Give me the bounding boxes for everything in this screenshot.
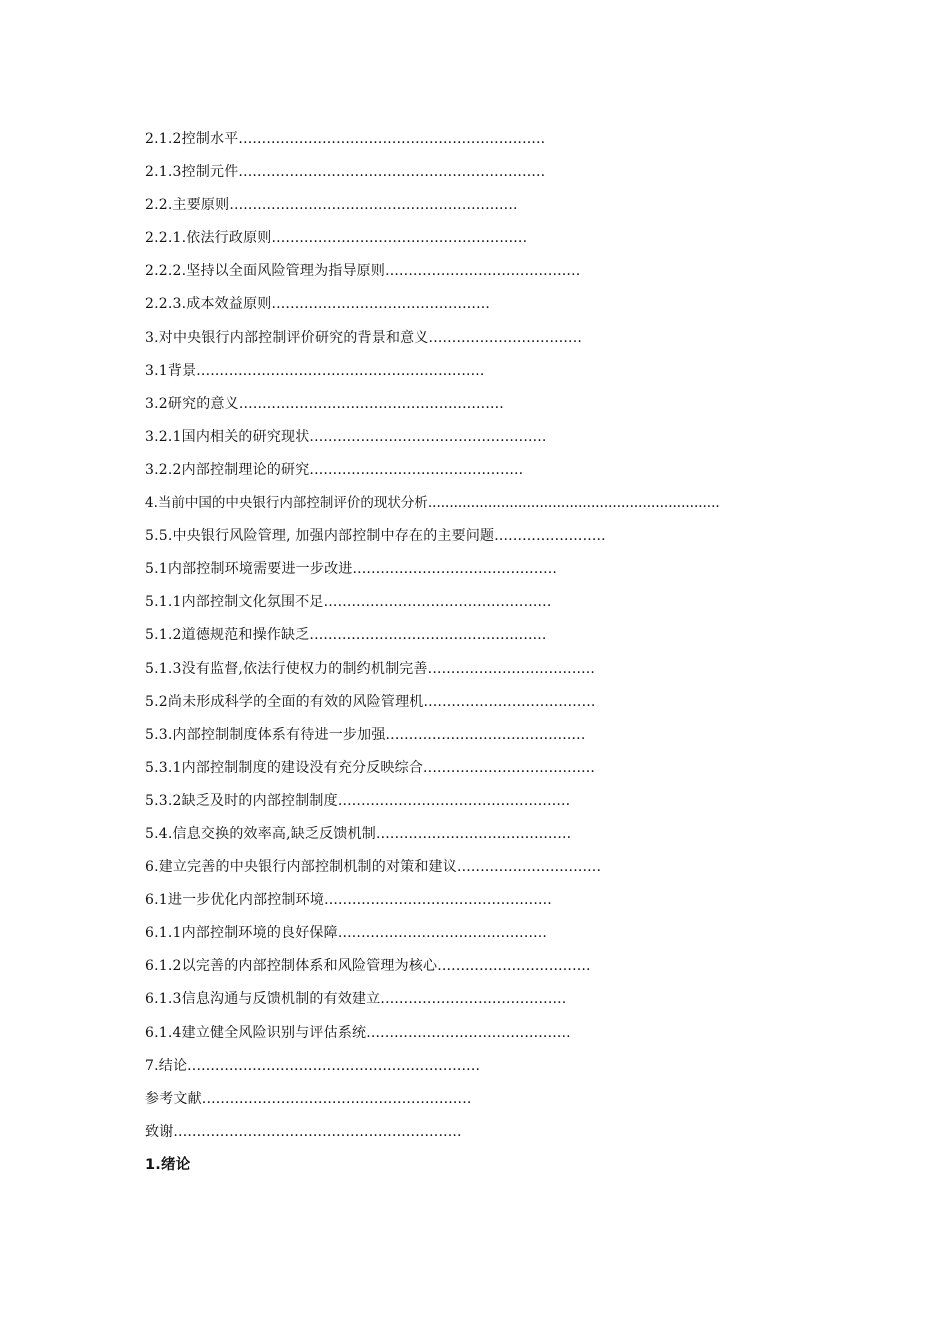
toc-entry: 7.结论............................................................... (145, 1057, 481, 1074)
toc-entry: 致谢.............................................................. (145, 1123, 462, 1140)
toc-entry: 5.1.2道德规范和操作缺乏................................................... (145, 627, 547, 644)
toc-entry: 5.5.中央银行风险管理, 加强内部控制中存在的主要问题........................ (145, 528, 606, 545)
toc-entry: 5.1内部控制环境需要进一步改进............................................ (145, 561, 558, 578)
toc-entry: 6.建立完善的中央银行内部控制机制的对策和建议............................... (145, 859, 602, 876)
toc-entry: 2.2.主要原则.............................................................. (145, 197, 518, 214)
toc-entry: 5.4.信息交换的效率高,缺乏反馈机制.......................................... (145, 825, 572, 842)
table-of-contents (145, 128, 825, 1187)
toc-entry: 6.1.3信息沟通与反馈机制的有效建立........................................ (145, 991, 567, 1008)
toc-entry: 5.3.2缺乏及时的内部控制制度.................................................. (145, 792, 571, 809)
toc-entry: 2.2.1.依法行政原则....................................................... (145, 230, 528, 247)
toc-entry: 5.1.1内部控制文化氛围不足................................................. (145, 594, 552, 611)
toc-entry: 5.3.1内部控制制度的建设没有充分反映综合..................................... (145, 759, 596, 776)
toc-entry: 3.2研究的意义......................................................... (145, 395, 504, 412)
toc-entry: 5.3.内部控制制度体系有待进一步加强........................................... (145, 726, 586, 743)
section-heading: 1.绪论 (145, 1156, 191, 1173)
toc-entry: 2.1.3控制元件.................................................................. (145, 164, 546, 181)
toc-entry: 5.2尚未形成科学的全面的有效的风险管理机..................................... (145, 693, 596, 710)
toc-entry: 6.1.2以完善的内部控制体系和风险管理为核心................................. (145, 958, 591, 975)
toc-entry: 2.2.3.成本效益原则............................................... (145, 296, 491, 313)
toc-entry: 5.1.3没有监督,依法行使权力的制约机制完善.................................... (145, 660, 596, 677)
toc-entry: 4.当前中国的中央银行内部控制评价的现状分析.................................................................... (145, 495, 720, 512)
toc-entry: 3.2.1国内相关的研究现状................................................... (145, 428, 547, 445)
toc-entry: 3.1背景.............................................................. (145, 362, 485, 379)
toc-entry: 参考文献.......................................................... (145, 1090, 472, 1107)
toc-entry: 2.2.2.坚持以全面风险管理为指导原则.......................................... (145, 263, 581, 280)
toc-entry: 6.1进一步优化内部控制环境................................................. (145, 892, 552, 909)
toc-entry: 6.1.4建立健全风险识别与评估系统............................................ (145, 1024, 571, 1041)
toc-entry: 6.1.1内部控制环境的良好保障............................................. (145, 925, 548, 942)
toc-entry: 3.2.2内部控制理论的研究.............................................. (145, 461, 524, 478)
toc-entry: 3.对中央银行内部控制评价研究的背景和意义................................. (145, 329, 583, 346)
toc-entry: 2.1.2控制水平.................................................................. (145, 131, 546, 147)
